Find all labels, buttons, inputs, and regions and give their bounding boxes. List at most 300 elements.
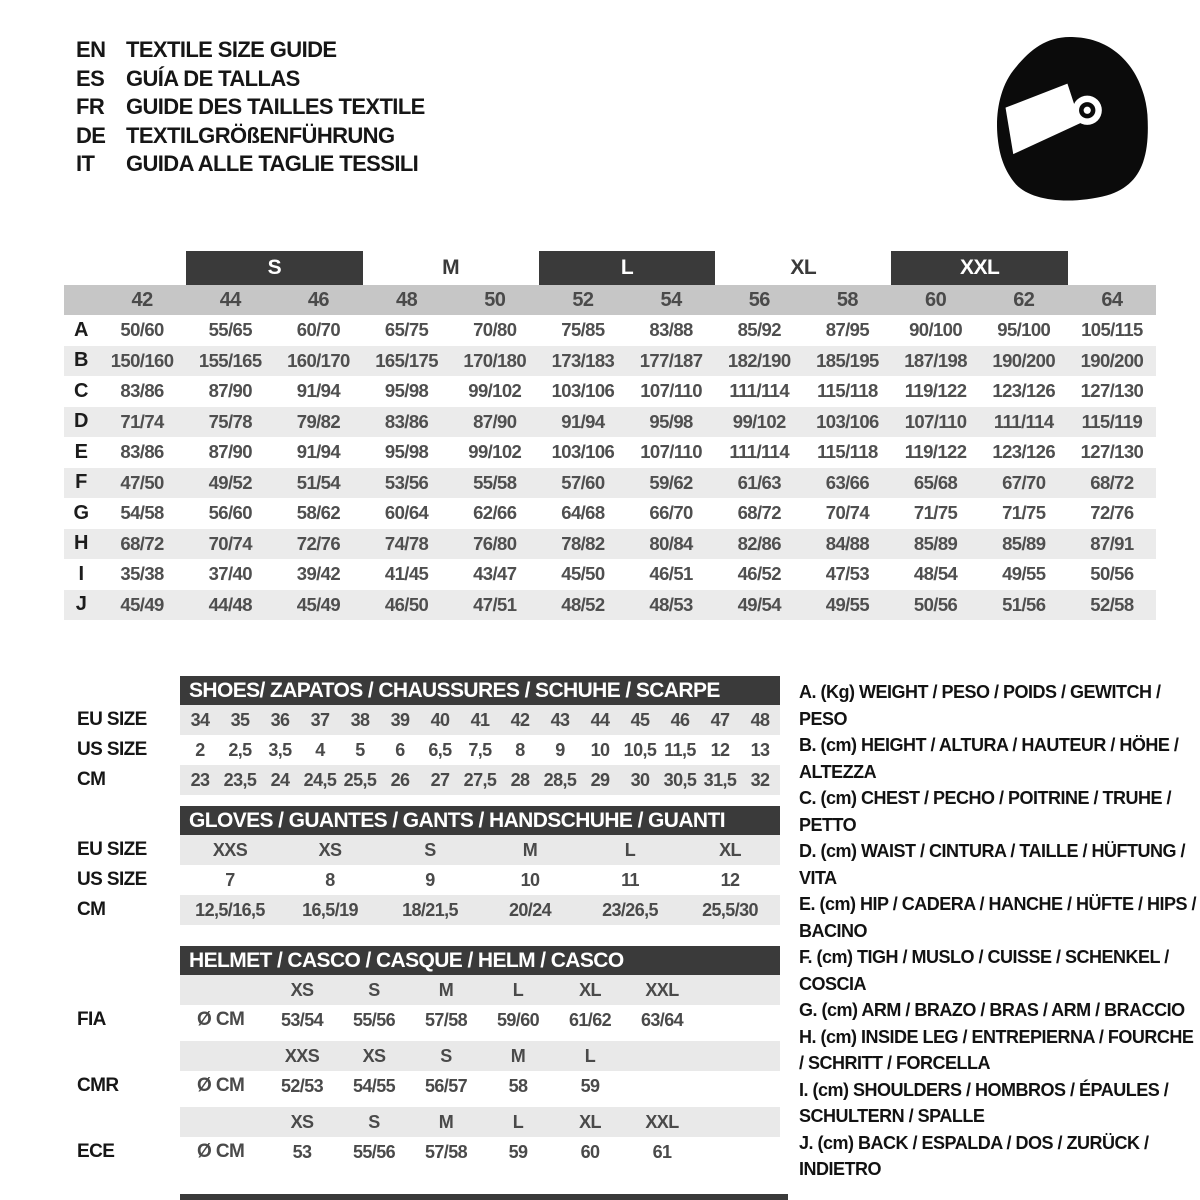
shoes-size-table	[64, 676, 780, 795]
numeric-size: 50	[484, 288, 506, 311]
numeric-size: 62	[1013, 288, 1035, 311]
size-value: 24	[270, 769, 290, 790]
size-value: 39	[390, 709, 410, 730]
size-group-m: M	[442, 256, 460, 279]
measurement-value: 119/122	[904, 441, 967, 463]
measurement-value: 68/72	[737, 502, 781, 524]
gloves-size-table	[64, 806, 780, 925]
helmet-size-value: 56/57	[424, 1075, 468, 1096]
measurement-value: 59/62	[649, 471, 693, 493]
size-value: 27,5	[463, 769, 497, 790]
legend-entry: C. (cm) CHEST / PECHO / POITRINE / TRUHE / PETTO	[799, 788, 1172, 835]
row-letter: C	[74, 379, 88, 402]
legend-entry: A. (Kg) WEIGHT / PESO / POIDS / GEWITCH / PESO	[799, 682, 1161, 729]
measurement-value: 91/94	[561, 410, 605, 432]
measurement-value: 55/65	[208, 319, 252, 341]
size-value: 31,5	[703, 769, 737, 790]
size-value: XS	[318, 839, 342, 860]
helmet-size-label: XXS	[284, 1045, 320, 1066]
measurement-value: 46/50	[384, 593, 429, 615]
measurement-value: 83/86	[120, 380, 164, 402]
shoes-rows	[64, 705, 780, 795]
row-label: US SIZE	[77, 869, 147, 890]
measurement-value: 76/80	[473, 532, 517, 554]
measurement-value: 107/110	[640, 380, 702, 402]
helmet-size-value: 53	[292, 1141, 312, 1162]
cropped-section-bar	[180, 1194, 788, 1200]
size-value: 13	[750, 739, 770, 760]
size-value: 8	[325, 869, 335, 890]
measurement-value: 37/40	[208, 563, 252, 585]
measurement-value: 75/85	[561, 319, 605, 341]
measurement-value: 43/47	[473, 563, 517, 585]
numeric-size: 48	[396, 288, 418, 311]
size-value: 47	[710, 709, 730, 730]
size-value: 40	[430, 709, 450, 730]
measurement-row	[64, 407, 1156, 438]
size-row	[64, 705, 780, 735]
measurement-value: 49/52	[208, 471, 252, 493]
size-value: 42	[510, 709, 530, 730]
size-row	[64, 865, 780, 895]
measurement-value: 105/115	[1081, 319, 1143, 341]
size-value: 6	[395, 739, 405, 760]
measurement-value: 39/42	[296, 563, 341, 585]
helmet-size-value: 57/58	[424, 1141, 468, 1162]
size-value: 44	[590, 709, 610, 730]
measurement-value: 170/180	[463, 349, 527, 371]
measurement-value: 48/54	[913, 563, 958, 585]
helmet-size-label: XXL	[645, 979, 679, 1000]
legend-entry: I. (cm) SHOULDERS / HOMBROS / ÉPAULES / SCHULTERN / SPALLE	[799, 1079, 1169, 1126]
helmet-size-label: XS	[290, 979, 314, 1000]
language-code: EN	[76, 37, 106, 62]
measurement-value: 56/60	[208, 502, 252, 524]
language-code: ES	[76, 65, 105, 91]
helmet-size-row	[64, 975, 780, 1005]
size-value: 2	[195, 739, 205, 760]
measurement-value: 103/106	[551, 441, 615, 463]
measurement-value: 190/200	[992, 349, 1056, 371]
helmet-size-label: XS	[290, 1111, 314, 1132]
measurement-row	[64, 590, 1156, 621]
row-letter: G	[73, 501, 89, 524]
measurement-value: 99/102	[732, 410, 786, 432]
measurement-value: 65/75	[384, 319, 429, 341]
size-row	[64, 765, 780, 795]
language-row	[76, 122, 425, 151]
measurement-value: 62/66	[473, 502, 517, 524]
size-value: 12	[710, 739, 730, 760]
size-value: 30,5	[663, 769, 697, 790]
shoes-table-title: SHOES/ ZAPATOS / CHAUSSURES / SCHUHE / SCARPE	[180, 676, 780, 705]
size-value: S	[424, 839, 436, 860]
size-value: 10	[590, 739, 610, 760]
measurement-value: 85/92	[737, 319, 781, 341]
measurement-value: 87/95	[825, 319, 870, 341]
measurement-value: 71/74	[120, 410, 164, 432]
measurement-row	[64, 559, 1156, 590]
measurement-value: 115/119	[1081, 410, 1143, 432]
measurement-row	[64, 346, 1156, 377]
measurement-value: 51/56	[1002, 593, 1046, 615]
legend-entry: D. (cm) WAIST / CINTURA / TAILLE / HÜFTUNG / VITA	[799, 841, 1185, 888]
legend-entry: F. (cm) TIGH / MUSLO / CUISSE / SCHENKEL / COSCIA	[799, 947, 1169, 994]
helmet-size-value: 61	[652, 1141, 672, 1162]
size-value: 10,5	[623, 739, 657, 760]
size-value: 23,5	[223, 769, 257, 790]
measurement-value: 182/190	[727, 349, 791, 371]
measurement-value: 47/53	[825, 563, 870, 585]
measurement-value: 61/63	[737, 471, 781, 493]
helmet-size-value: 61/62	[568, 1009, 612, 1030]
measurement-value: 127/130	[1080, 441, 1144, 463]
helmet-size-label: XL	[579, 979, 601, 1000]
helmet-size-row	[64, 1107, 780, 1137]
size-value: 37	[310, 709, 330, 730]
measurement-value: 103/106	[816, 410, 879, 432]
size-value: 30	[630, 769, 650, 790]
helmet-size-table	[64, 946, 780, 1167]
measurement-value: 71/75	[913, 502, 958, 524]
measurement-value: 74/78	[384, 532, 429, 554]
helmet-size-value: 55/56	[352, 1009, 396, 1030]
measurement-value: 47/50	[120, 471, 164, 493]
measurement-value: 75/78	[208, 410, 252, 432]
helmet-rows	[64, 975, 780, 1167]
helmet-size-label: L	[512, 1111, 524, 1132]
size-value: 41	[470, 709, 490, 730]
helmet-size-label: S	[368, 979, 380, 1000]
row-values	[180, 1041, 780, 1071]
measurement-value: 53/56	[384, 471, 429, 493]
measurement-value: 50/60	[120, 319, 164, 341]
numeric-size-row	[64, 285, 1156, 315]
numeric-size: 54	[660, 288, 682, 311]
measurement-value: 173/183	[551, 349, 615, 371]
helmet-size-label: XL	[579, 1111, 601, 1132]
size-value: 28,5	[543, 769, 577, 790]
standard-label: ECE	[77, 1141, 115, 1162]
measurement-value: 57/60	[561, 471, 605, 493]
measurement-value: 58/62	[296, 502, 341, 524]
size-value: 20/24	[508, 899, 552, 920]
measurement-value: 185/195	[816, 349, 879, 371]
size-value: 16,5/19	[302, 899, 358, 920]
numeric-size: 42	[131, 288, 153, 311]
measurement-value: 111/114	[729, 441, 790, 463]
legend-entry: J. (cm) BACK / ESPALDA / DOS / ZURÜCK / INDIETRO	[799, 1132, 1149, 1179]
size-value: 10	[520, 869, 540, 890]
row-values	[180, 835, 780, 865]
size-value: 36	[270, 709, 290, 730]
measurement-value: 51/54	[296, 471, 341, 493]
size-group-xl: XL	[790, 256, 817, 279]
helmet-size-label: M	[438, 1111, 454, 1132]
measurement-value: 55/58	[473, 471, 517, 493]
size-value: 4	[315, 739, 325, 760]
helmet-size-value: 59/60	[496, 1009, 540, 1030]
legend-entry: H. (cm) INSIDE LEG / ENTREPIERNA / FOURCHE / SCHRITT / FORCELLA	[799, 1026, 1194, 1073]
measurement-value: 119/122	[904, 380, 967, 402]
size-value: 8	[515, 739, 525, 760]
size-row	[64, 895, 780, 925]
language-code: IT	[76, 151, 95, 176]
size-value: 11,5	[664, 739, 696, 760]
size-value: 32	[750, 769, 770, 790]
measurement-value: 111/114	[729, 380, 790, 402]
standard-label: FIA	[77, 1009, 106, 1030]
size-value: 34	[190, 709, 210, 730]
helmet-size-label: XS	[362, 1045, 386, 1066]
size-value: 6,5	[428, 739, 452, 760]
measurement-value: 107/110	[640, 441, 702, 463]
measurement-value: 65/68	[913, 471, 958, 493]
measurement-value: 84/88	[825, 532, 870, 554]
row-label: CM	[77, 899, 106, 920]
measurement-value: 95/98	[384, 380, 429, 402]
helmet-value-row	[64, 1005, 780, 1035]
measurement-value: 90/100	[909, 319, 963, 341]
helmet-value-row	[64, 1071, 780, 1101]
diameter-unit-label: Ø CM	[197, 1141, 245, 1162]
row-letter: D	[74, 410, 88, 433]
helmet-size-label: L	[584, 1045, 596, 1066]
measurement-value: 41/45	[384, 563, 429, 585]
textile-size-table	[64, 251, 1156, 620]
size-value: M	[522, 839, 538, 860]
size-value: 24,5	[303, 769, 337, 790]
numeric-size: 58	[836, 288, 858, 311]
legend-entry: B. (cm) HEIGHT / ALTURA / HAUTEUR / HÖHE / ALTEZZA	[799, 735, 1179, 782]
row-letter: H	[74, 532, 88, 555]
helmet-size-label: XXL	[645, 1111, 679, 1132]
measurement-value: 95/98	[384, 441, 429, 463]
measurement-value: 78/82	[561, 532, 605, 554]
measurement-value: 95/98	[649, 410, 693, 432]
measurement-value: 83/88	[649, 319, 693, 341]
size-value: 46	[670, 709, 690, 730]
row-letter: F	[75, 471, 87, 494]
language-row	[76, 36, 425, 65]
numeric-size: 56	[748, 288, 770, 311]
measurement-row	[64, 468, 1156, 499]
measurement-value: 83/86	[120, 441, 164, 463]
measurement-value: 54/58	[120, 502, 164, 524]
language-row	[76, 93, 425, 122]
measurement-value: 70/80	[473, 319, 517, 341]
measurement-value: 50/56	[913, 593, 958, 615]
helmet-size-value: 52/53	[280, 1075, 324, 1096]
measurement-value: 91/94	[296, 380, 341, 402]
size-value: 7,5	[468, 739, 492, 760]
size-value: 23	[190, 769, 210, 790]
helmet-size-value: 63/64	[640, 1009, 684, 1030]
numeric-size: 44	[219, 288, 241, 311]
language-title: TEXTILGRÖßENFÜHRUNG	[126, 122, 395, 148]
size-value: 9	[425, 869, 435, 890]
measurement-row	[64, 315, 1156, 346]
measurement-value: 48/53	[649, 593, 693, 615]
measurement-value: 103/106	[551, 380, 615, 402]
measurement-value: 87/90	[473, 410, 517, 432]
size-value: 9	[555, 739, 565, 760]
measurement-row	[64, 529, 1156, 560]
measurement-value: 83/86	[384, 410, 429, 432]
measurement-value: 190/200	[1080, 349, 1144, 371]
size-group-row	[64, 251, 1156, 285]
size-row	[64, 835, 780, 865]
numeric-size: 60	[925, 288, 947, 311]
measurement-value: 45/49	[120, 593, 164, 615]
helmet-value-row	[64, 1137, 780, 1167]
size-value: 3,5	[268, 739, 292, 760]
helmet-size-value: 59	[508, 1141, 528, 1162]
measurement-value: 45/50	[561, 563, 605, 585]
language-row	[76, 150, 425, 179]
language-list	[76, 36, 425, 179]
measurement-value: 72/76	[296, 532, 341, 554]
row-values	[180, 1137, 780, 1167]
measurement-row	[64, 376, 1156, 407]
size-value: 11	[621, 869, 639, 890]
measurement-value: 85/89	[1002, 532, 1046, 554]
measurement-value: 127/130	[1080, 380, 1144, 402]
measurement-value: 44/48	[208, 593, 252, 615]
measurement-value: 71/75	[1002, 502, 1046, 524]
size-value: 38	[350, 709, 370, 730]
measurement-value: 95/100	[997, 319, 1051, 341]
measurement-value: 45/49	[296, 593, 341, 615]
helmet-size-label: S	[440, 1045, 452, 1066]
measurement-value: 115/118	[817, 380, 878, 402]
measurement-value: 46/51	[649, 563, 693, 585]
size-value: 5	[355, 739, 365, 760]
measurement-value: 70/74	[825, 502, 870, 524]
helmet-size-label: M	[510, 1045, 526, 1066]
row-letter: B	[74, 349, 88, 372]
standard-label: CMR	[77, 1075, 119, 1096]
measurement-value: 68/72	[1090, 471, 1134, 493]
helmet-size-row	[64, 1041, 780, 1071]
helmet-size-value: 59	[580, 1075, 600, 1096]
measurement-row	[64, 498, 1156, 529]
measurement-value: 91/94	[296, 441, 341, 463]
measurement-value: 187/198	[904, 349, 967, 371]
size-value: 12,5/16,5	[195, 899, 265, 920]
size-value: 25,5	[343, 769, 377, 790]
row-values	[180, 1005, 780, 1035]
helmet-size-label: L	[512, 979, 524, 1000]
helmet-size-value: 55/56	[352, 1141, 396, 1162]
measurement-value: 50/56	[1090, 563, 1134, 585]
measurement-value: 64/68	[561, 502, 605, 524]
row-values	[180, 1107, 780, 1137]
measurement-value: 68/72	[120, 532, 164, 554]
row-letter: E	[74, 440, 88, 463]
size-value: 48	[750, 709, 770, 730]
diameter-unit-label: Ø CM	[197, 1009, 245, 1030]
size-value: 26	[390, 769, 410, 790]
measurement-value: 52/58	[1090, 593, 1134, 615]
row-values	[180, 765, 780, 795]
measurement-value: 63/66	[825, 471, 870, 493]
measurement-value: 35/38	[120, 563, 164, 585]
measurement-value: 99/102	[468, 441, 522, 463]
measurement-value: 87/90	[208, 380, 252, 402]
row-label: US SIZE	[77, 739, 147, 760]
measurement-value: 72/76	[1090, 502, 1134, 524]
row-label: EU SIZE	[77, 839, 147, 860]
gloves-rows	[64, 835, 780, 925]
size-value: XXS	[212, 839, 248, 860]
size-group-s: S	[186, 251, 362, 285]
legend-entry: E. (cm) HIP / CADERA / HANCHE / HÜFTE / HIPS / BACINO	[799, 894, 1197, 941]
measurement-value: 49/55	[825, 593, 870, 615]
measurement-value: 66/70	[649, 502, 693, 524]
size-value: 45	[630, 709, 650, 730]
diameter-unit-label: Ø CM	[197, 1075, 245, 1096]
size-value: 27	[430, 769, 450, 790]
row-letter: A	[74, 318, 88, 341]
measurement-value: 123/126	[992, 380, 1056, 402]
row-values	[180, 975, 780, 1005]
numeric-size: 64	[1101, 288, 1123, 311]
measurement-row	[64, 437, 1156, 468]
language-title: TEXTILE SIZE GUIDE	[126, 37, 337, 62]
size-group-l: L	[539, 251, 715, 285]
measurement-value: 82/86	[737, 532, 781, 554]
measurement-value: 177/187	[639, 349, 703, 371]
size-value: 28	[510, 769, 530, 790]
measurement-value: 80/84	[649, 532, 693, 554]
size-value: 12	[720, 869, 740, 890]
measurement-value: 60/70	[296, 319, 341, 341]
racing-helmet-icon	[978, 28, 1150, 208]
row-label: EU SIZE	[77, 709, 147, 730]
measurement-value: 165/175	[375, 349, 438, 371]
row-label: CM	[77, 769, 106, 790]
size-value: 23/26,5	[602, 899, 658, 920]
measurement-value: 87/90	[208, 441, 252, 463]
helmet-size-value: 58	[508, 1075, 528, 1096]
size-value: L	[624, 839, 636, 860]
language-code: DE	[76, 122, 106, 148]
size-value: 18/21,5	[402, 899, 458, 920]
helmet-size-value: 60	[580, 1141, 600, 1162]
helmet-size-value: 53/54	[280, 1009, 324, 1030]
measurement-value: 48/52	[561, 593, 605, 615]
measurement-value: 79/82	[296, 410, 341, 432]
gloves-table-title: GLOVES / GUANTES / GANTS / HANDSCHUHE / GUANTI	[180, 806, 780, 835]
measurement-value: 67/70	[1002, 471, 1046, 493]
measurement-value: 46/52	[737, 563, 781, 585]
measurement-value: 107/110	[904, 410, 967, 432]
helmet-size-label: S	[368, 1111, 380, 1132]
helmet-table-title: HELMET / CASCO / CASQUE / HELM / CASCO	[180, 946, 780, 975]
measurement-value: 49/54	[737, 593, 781, 615]
size-value: 43	[550, 709, 570, 730]
size-value: XL	[719, 839, 741, 860]
measurement-value: 85/89	[913, 532, 958, 554]
measurement-value: 155/165	[198, 349, 262, 371]
row-values	[180, 705, 780, 735]
measurement-value: 115/118	[817, 441, 878, 463]
language-title: GUIDE DES TAILLES TEXTILE	[126, 94, 425, 119]
size-value: 25,5/30	[702, 899, 758, 920]
measurement-value: 150/160	[110, 349, 174, 371]
measurement-value: 99/102	[468, 380, 522, 402]
